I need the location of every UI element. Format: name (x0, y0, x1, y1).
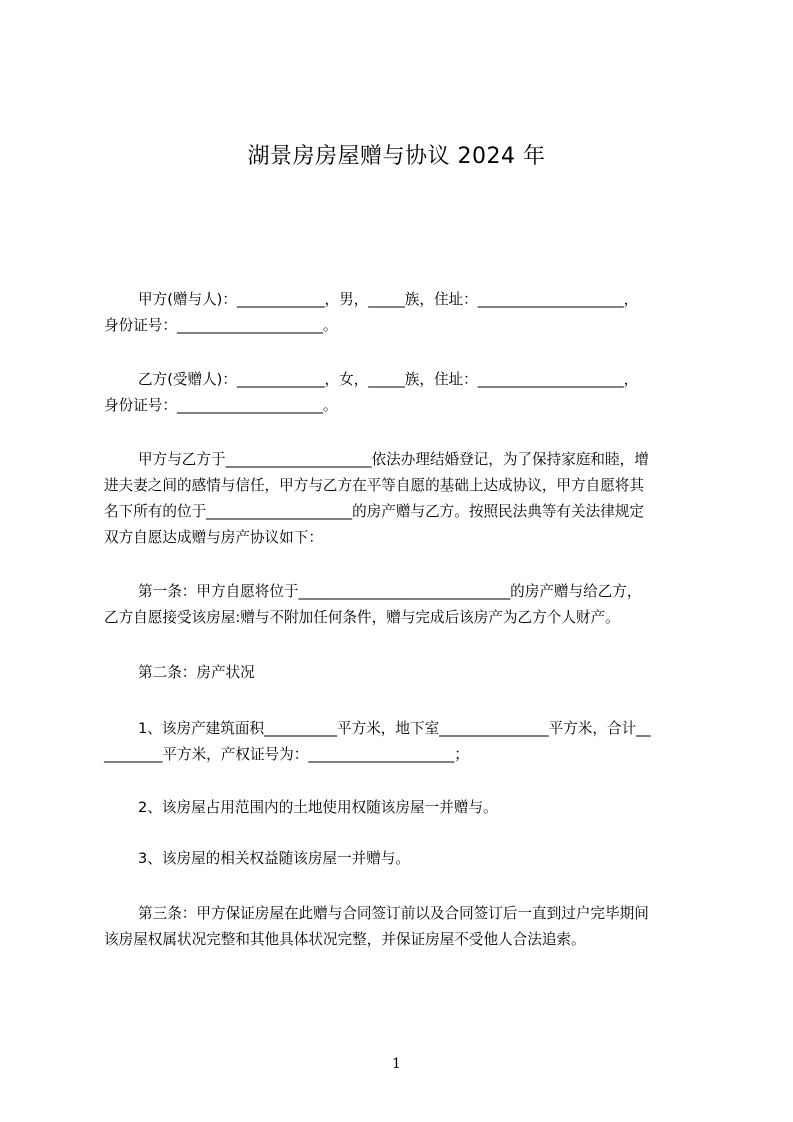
article-1-paragraph (104, 579, 704, 631)
article-2-heading (104, 660, 704, 686)
paragraph-line: 甲方(赠与人)：____________，男，_____族，住址：____________________， (138, 291, 639, 308)
paragraph-line: 1、该房产建筑面积__________平方米，地下室_______________平方米，合计__ (138, 720, 651, 737)
paragraph-line: 双方自愿达成赠与房产协议如下： (104, 529, 323, 546)
paragraph-line: 名下所有的位于____________________的房产赠与乙方。按照民法典等有关法律规定 (104, 503, 644, 520)
paragraph-line: 进夫妻之间的感情与信任，甲方与乙方在平等自愿的基础上达成协议，甲方自愿将其 (104, 477, 644, 494)
paragraph-line: 3、该房屋的相关权益随该房屋一并赠与。 (138, 850, 410, 867)
paragraph-line: 第三条：甲方保证房屋在此赠与合同签订前以及合同签订后一直到过户完毕期间 (138, 905, 649, 922)
paragraph-line: 该房屋权属状况完整和其他具体状况完整，并保证房屋不受他人合法追索。 (104, 931, 586, 948)
party-b-paragraph (104, 367, 704, 419)
paragraph-line: 身份证号：____________________。 (104, 317, 338, 334)
article-2-item-2 (104, 795, 704, 821)
article-2-item-1 (104, 716, 704, 768)
paragraph-line: 甲方与乙方于____________________依法办理结婚登记，为了保持家庭和睦，增 (138, 451, 649, 468)
party-a-paragraph (104, 287, 704, 339)
article-2-item-3 (104, 846, 704, 872)
paragraph-line: ________平方米，产权证号为：____________________； (104, 746, 469, 763)
paragraph-line: 身份证号：____________________。 (104, 397, 338, 414)
paragraph-line: 乙方(受赠人)：____________，女，_____族，住址：____________________， (138, 371, 639, 388)
paragraph-line: 第二条：房产状况 (138, 664, 255, 681)
paragraph-line: 乙方自愿接受该房屋:赠与不附加任何条件，赠与完成后该房产为乙方个人财产。 (104, 609, 620, 626)
preamble-paragraph (104, 447, 704, 551)
paragraph-line: 2、该房屋占用范围内的土地使用权随该房屋一并赠与。 (138, 799, 498, 816)
document-title: 湖景房房屋赠与协议 2024 年 (247, 144, 546, 169)
paragraph-line: 第一条：甲方自愿将位于_____________________________的房产赠与给乙方， (138, 583, 642, 600)
page-number: 1 (392, 1056, 401, 1072)
article-3-paragraph (104, 901, 704, 953)
